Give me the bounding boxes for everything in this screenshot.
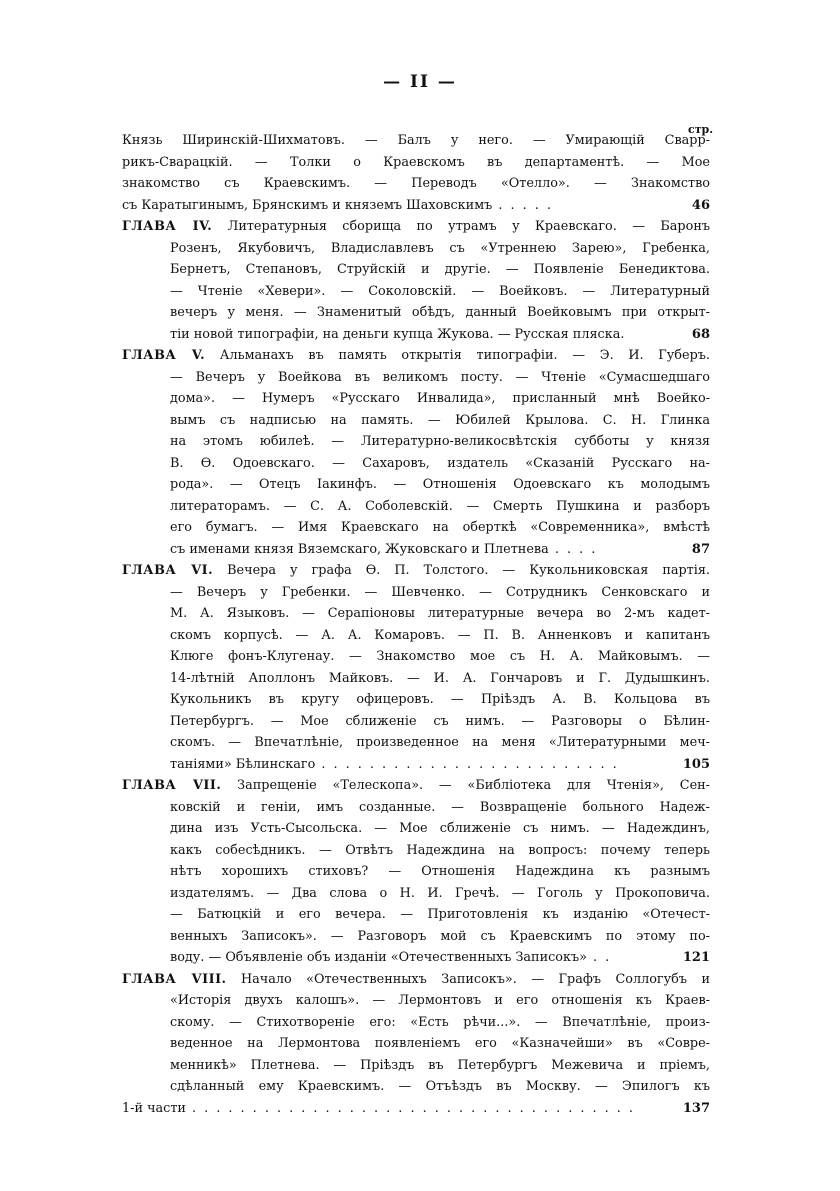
page-number: 137: [682, 1100, 710, 1116]
page-number: 46: [691, 197, 710, 213]
toc-entry-chapter-6: [122, 560, 710, 775]
entry-line: — Вечеръ у Воейкова въ великомъ посту. — Чтеніе «Сумасшедшаго: [170, 369, 710, 385]
entry-line: вымъ съ надписью на память. — Юбилей Крылова. С. Н. Глинка: [170, 412, 710, 428]
entry-line: дина изъ Усть-Сысольска. — Мое сближеніе съ нимъ. — Надеждинъ,: [170, 821, 710, 836]
entry-line: съ Каратыгинымъ, Брянскимъ и княземъ Шаховскимъ . . . . .: [122, 197, 553, 213]
entry-line: тіи новой типографіи, на деньги купца Жукова. — Русская пляска.: [170, 326, 625, 342]
entry-line: венныхъ Записокъ». — Разговоръ мой съ Краевскимъ по этому по-: [170, 928, 710, 944]
table-of-contents: [122, 130, 710, 1119]
entry-line: ГЛАВА V. Альманахъ въ память открытія типографіи. — Э. И. Губеръ.: [122, 348, 710, 363]
entry-line: ковскій и геніи, имъ созданные. — Возвращеніе больного Надеж-: [170, 799, 710, 815]
chapter-label: ГЛАВА VIII.: [122, 971, 227, 987]
toc-entry-chapter-7: [122, 775, 710, 969]
entry-line: В. Ѳ. Одоевскаго. — Сахаровъ, издатель «Сказаній Русскаго на-: [170, 455, 710, 471]
entry-line: таніями» Бѣлинскаго . . . . . . . . . . . . . . . . . . . . . . . . .: [170, 756, 619, 772]
chapter-label: ГЛАВА VI.: [122, 563, 214, 578]
page-number: 87: [691, 541, 710, 557]
entry-line: Клюге фонъ-Клугенау. — Знакомство мое съ Н. А. Майковымъ. —: [170, 649, 710, 664]
entry-line: Бернетъ, Степановъ, Струйскій и другіе. — Появленіе Бенедиктова.: [170, 262, 710, 277]
entry-line: знакомство съ Краевскимъ. — Переводъ «Отелло». — Знакомство: [122, 176, 710, 191]
entry-line: скому. — Стихотвореніе его: «Есть рѣчи...». — Впечатлѣніе, произ-: [170, 1014, 710, 1030]
entry-line: на этомъ юбилеѣ. — Литературно-великосвѣтскія субботы у князя: [170, 434, 710, 449]
entry-line: дома». — Нумеръ «Русскаго Инвалида», присланный мнѣ Воейко-: [170, 391, 710, 406]
entry-line: ГЛАВА VII. Запрещеніе «Телескопа». — «Библіотека для Чтенія», Сен-: [122, 778, 710, 793]
toc-entry-continuation: [122, 130, 710, 216]
page-header: — II —: [383, 72, 457, 92]
toc-entry-chapter-4: [122, 216, 710, 345]
entry-line: его бумагъ. — Имя Краевскаго на оберткѣ «Современника», вмѣстѣ: [170, 520, 710, 535]
entry-line: съ именами князя Вяземскаго, Жуковскаго и Плетнева . . . .: [170, 541, 598, 557]
entry-line: литераторамъ. — С. А. Соболевскій. — Смерть Пушкина и разборъ: [170, 498, 710, 514]
chapter-label: ГЛАВА V.: [122, 348, 206, 363]
entry-line: менникѣ» Плетнева. — Пріѣздъ въ Петербургъ Межевича и пріемъ,: [170, 1057, 710, 1073]
entry-line: М. А. Языковъ. — Серапіоновы литературные вечера во 2-мъ кадет-: [170, 606, 710, 621]
entry-line: какъ собесѣдникъ. — Отвѣтъ Надеждина на вопросъ: почему теперь: [170, 842, 710, 858]
entry-line: 1-й части . . . . . . . . . . . . . . . . . . . . . . . . . . . . . . . . . . . . .: [122, 1100, 635, 1116]
chapter-label: ГЛАВА VII.: [122, 778, 222, 793]
entry-line: скомъ корпусѣ. — А. А. Комаровъ. — П. В. Анненковъ и капитанъ: [170, 627, 710, 643]
entry-line: нѣтъ хорошихъ стиховъ? — Отношенія Надеждина къ разнымъ: [170, 864, 710, 879]
entry-line: — Чтеніе «Хевери». — Соколовскій. — Воейковъ. — Литературный: [170, 283, 710, 299]
entry-line: ГЛАВА VI. Вечера у графа Ѳ. П. Толстого. — Кукольниковская партія.: [122, 563, 710, 578]
entry-line: ГЛАВА IV. Литературныя сборища по утрамъ у Краевскаго. — Баронъ: [122, 219, 710, 234]
toc-entry-chapter-8: [122, 969, 710, 1120]
entry-line: «Исторія двухъ калошъ». — Лермонтовъ и его отношенія къ Краев-: [170, 993, 710, 1008]
page-number: 105: [682, 756, 710, 772]
page-number: 121: [682, 950, 710, 965]
entry-line: Кукольникъ въ кругу офицеровъ. — Пріѣздъ А. В. Кольцова въ: [170, 692, 710, 707]
entry-line: Розенъ, Якубовичъ, Владиславлевъ съ «Утреннею Зарею», Гребенка,: [170, 240, 710, 256]
entry-line: рода». — Отецъ Іакинфъ. — Отношенія Одоевскаго къ молодымъ: [170, 477, 710, 492]
page-number: 68: [691, 326, 710, 342]
entry-line: веденное на Лермонтова появленіемъ его «Казначейши» въ «Совре-: [170, 1036, 710, 1051]
entry-line: рикъ-Сварацкій. — Толки о Краевскомъ въ департаментѣ. — Мое: [122, 154, 710, 170]
chapter-label: ГЛАВА IV.: [122, 219, 213, 234]
entry-line: ГЛАВА VIII. Начало «Отечественныхъ Записокъ». — Графъ Соллогубъ и: [122, 971, 710, 987]
entry-line: — Вечеръ у Гребенки. — Шевченко. — Сотрудникъ Сенковскаго и: [170, 584, 710, 600]
entry-line: скомъ. — Впечатлѣніе, произведенное на меня «Литературными меч-: [170, 735, 710, 750]
entry-line: — Батюцкій и его вечера. — Приготовленія къ изданію «Отечест-: [170, 907, 710, 922]
entry-line: сдѣланный ему Краевскимъ. — Отъѣздъ въ Москву. — Эпилогъ къ: [170, 1079, 710, 1094]
toc-entry-chapter-5: [122, 345, 710, 560]
entry-line: 14-лѣтній Аполлонъ Майковъ. — И. А. Гончаровъ и Г. Дудышкинъ.: [170, 670, 710, 686]
entry-line: вечеръ у меня. — Знаменитый обѣдъ, данный Воейковымъ при открыт-: [170, 305, 710, 320]
entry-line: Князь Ширинскій-Шихматовъ. — Балъ у него. — Умирающій Сварр-: [122, 133, 710, 148]
page-column-label: стр.: [688, 123, 714, 136]
entry-line: воду. — Объявленіе объ изданіи «Отечественныхъ Записокъ» . .: [170, 950, 612, 965]
entry-line: издателямъ. — Два слова о Н. И. Гречѣ. — Гоголь у Прокоповича.: [170, 885, 710, 901]
entry-line: Петербургъ. — Мое сближеніе съ нимъ. — Разговоры о Бѣлин-: [170, 713, 710, 729]
